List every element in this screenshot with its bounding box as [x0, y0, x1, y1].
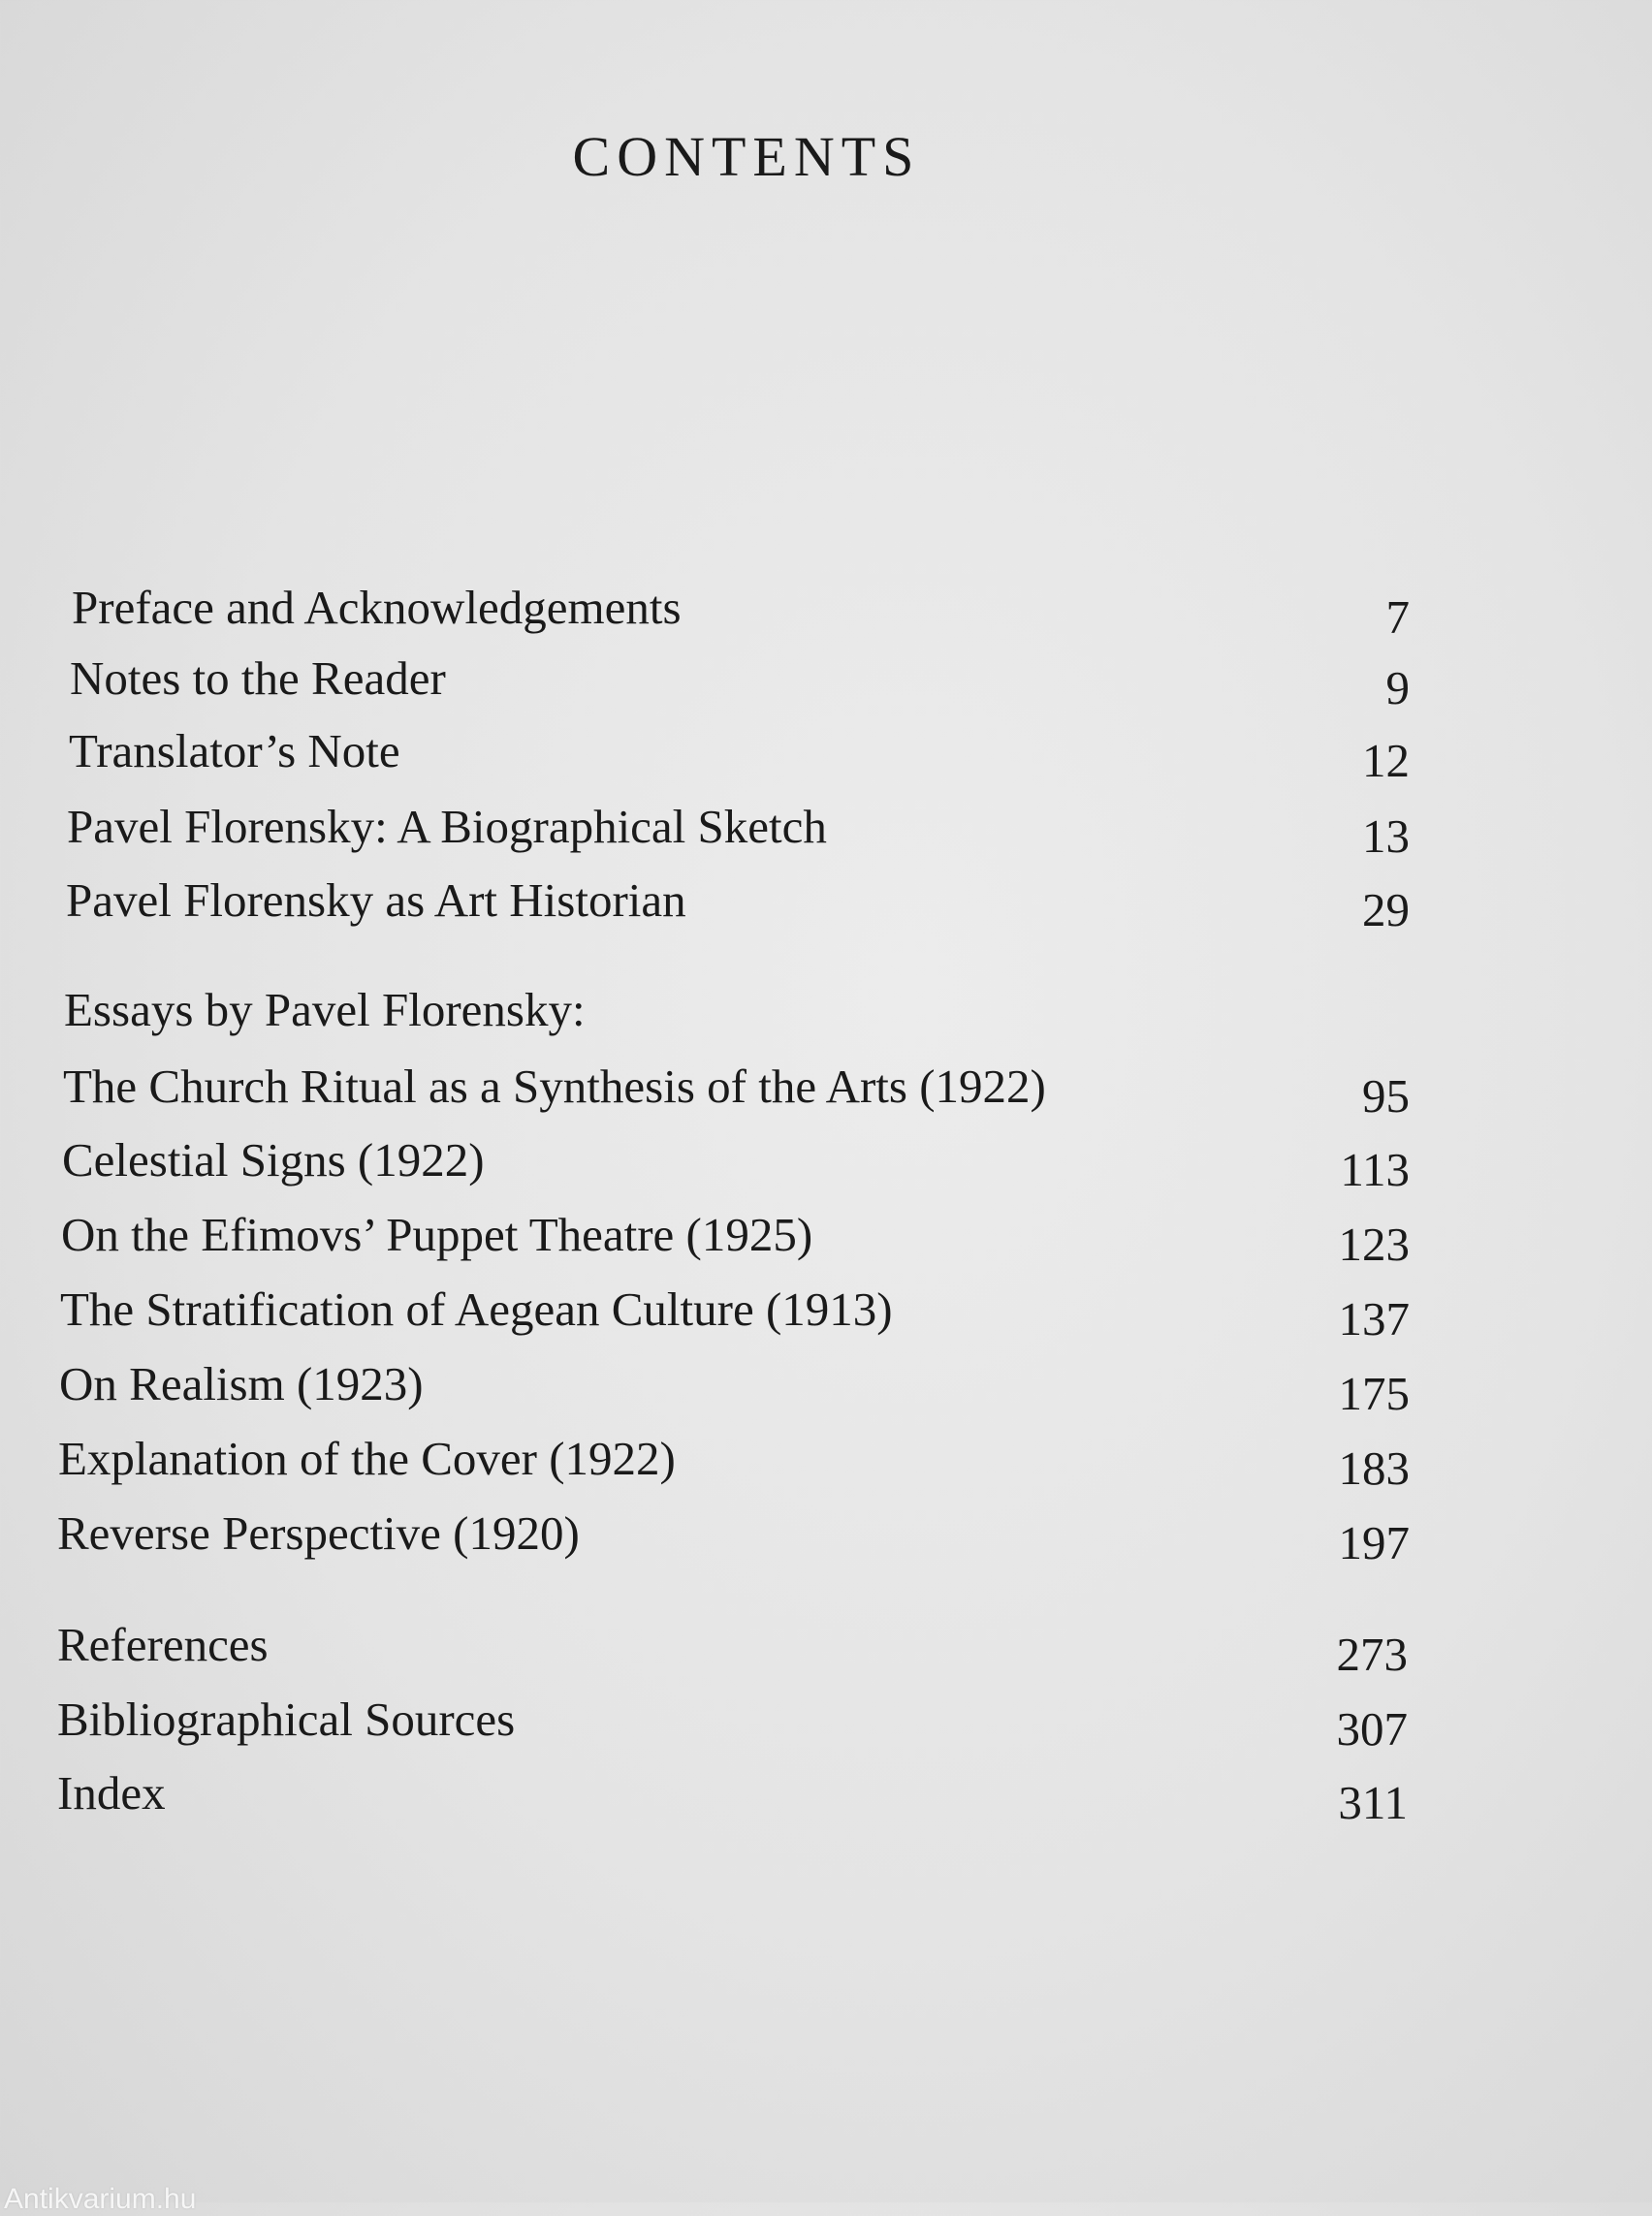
toc-entry-page: 311 [1338, 1776, 1408, 1829]
toc-entry-label: The Church Ritual as a Synthesis of the Arts (1922) [63, 1060, 1046, 1113]
toc-entry-label: Pavel Florensky as Art Historian [66, 873, 686, 927]
toc-entry-page: 29 [1362, 883, 1410, 936]
toc-entry-label: Explanation of the Cover (1922) [58, 1432, 676, 1485]
toc-entry-page: 197 [1338, 1516, 1410, 1569]
toc-entry-translators-note [69, 719, 1410, 787]
toc-entry-aegean-culture [60, 1278, 1410, 1345]
toc-entry-preface [72, 576, 1410, 644]
toc-entry-label: Pavel Florensky: A Biographical Sketch [67, 800, 827, 853]
toc-entry-page: 273 [1336, 1628, 1408, 1681]
toc-entry-cover [58, 1427, 1410, 1495]
toc-entry-page: 95 [1362, 1069, 1410, 1123]
toc-entry-label: Translator’s Note [69, 724, 400, 777]
toc-entry-celestial-signs [62, 1128, 1410, 1196]
toc-entry-page: 13 [1362, 809, 1410, 863]
toc-entry-label: Index [57, 1766, 166, 1820]
toc-entry-realism [59, 1352, 1410, 1420]
toc-entry-index [57, 1761, 1408, 1829]
page-title: CONTENTS [572, 125, 921, 188]
toc-entry-church-ritual [63, 1055, 1410, 1123]
toc-entry-biographical-sketch [67, 795, 1410, 863]
toc-entry-label: Reverse Perspective (1920) [57, 1506, 580, 1560]
toc-entry-page: 183 [1338, 1441, 1410, 1495]
toc-entry-page: 7 [1385, 590, 1410, 644]
toc-entry-page: 175 [1338, 1367, 1410, 1420]
toc-entry-label: Celestial Signs (1922) [62, 1133, 485, 1187]
toc-entry-page: 307 [1336, 1702, 1408, 1756]
toc-entry-page: 123 [1338, 1218, 1410, 1271]
toc-entry-label: On Realism (1923) [59, 1357, 424, 1410]
toc-entry-label: Notes to the Reader [70, 651, 446, 705]
toc-section-heading [64, 978, 1410, 1042]
toc-entry-page: 12 [1362, 734, 1410, 787]
toc-entry-notes [70, 647, 1410, 714]
toc-entry-label: Preface and Acknowledgements [72, 581, 682, 634]
toc-entry-art-historian [66, 869, 1410, 936]
essays-heading: Essays by Pavel Florensky: [64, 983, 586, 1036]
toc-entry-label: Bibliographical Sources [57, 1693, 516, 1746]
toc-entry-label: The Stratification of Aegean Culture (1913) [60, 1282, 893, 1336]
toc-entry-page: 9 [1385, 661, 1410, 714]
toc-entry-reverse-perspective [57, 1502, 1410, 1569]
toc-entry-page: 137 [1338, 1292, 1410, 1345]
toc-entry-bibliographical-sources [57, 1688, 1408, 1756]
toc-entry-label: On the Efimovs’ Puppet Theatre (1925) [61, 1208, 813, 1261]
watermark: Antikvarium.hu [4, 2183, 197, 2215]
toc-entry-label: References [57, 1618, 269, 1671]
toc-entry-references [57, 1613, 1408, 1681]
toc-entry-puppet-theatre [61, 1203, 1410, 1271]
toc-entry-page: 113 [1340, 1143, 1410, 1196]
